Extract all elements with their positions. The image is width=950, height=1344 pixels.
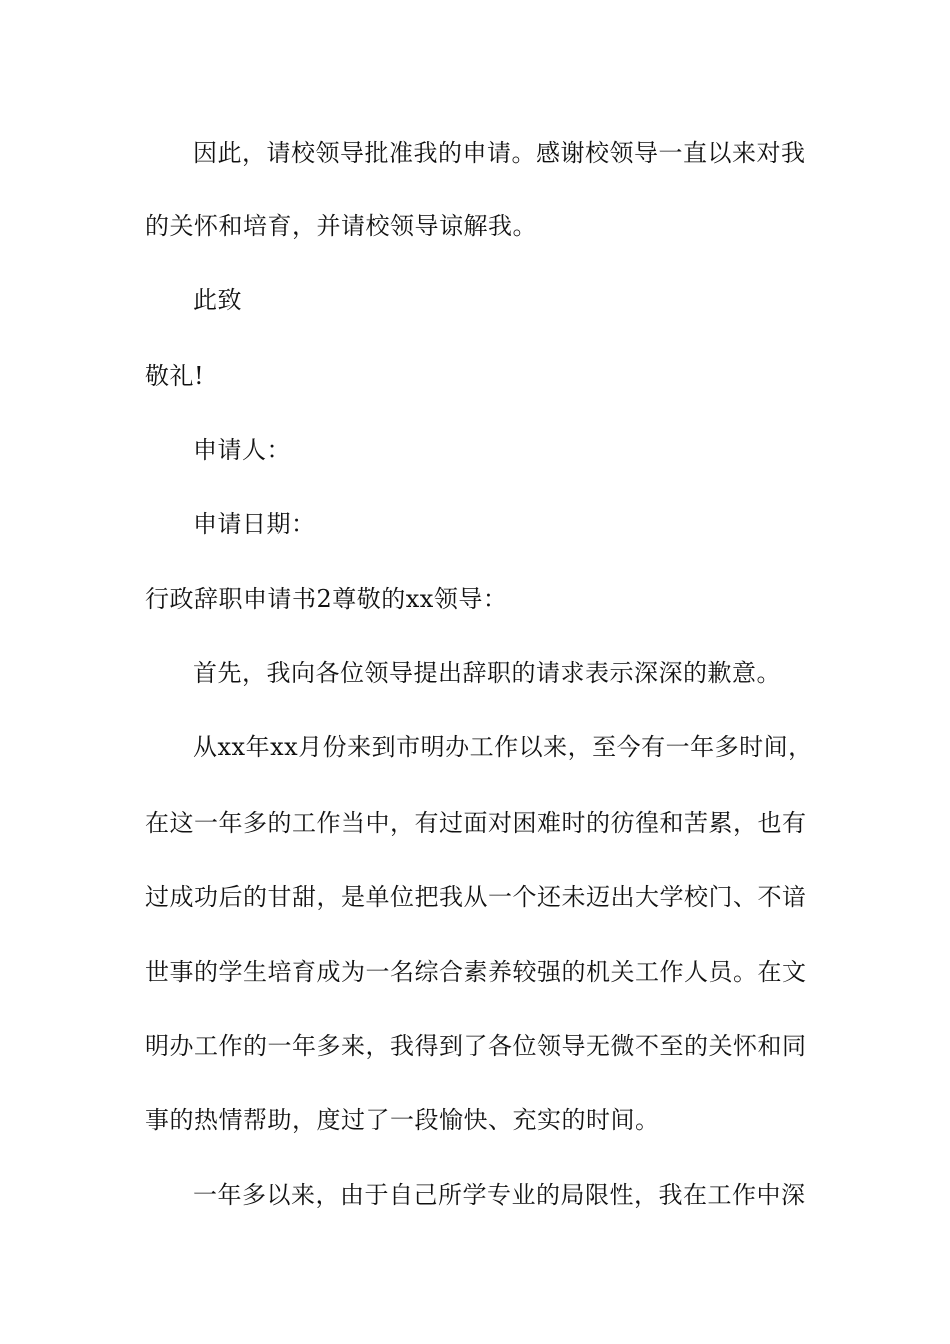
applicant-label: 申请人： — [193, 436, 291, 464]
section-heading: 行政辞职申请书2尊敬的xx领导： — [145, 585, 508, 613]
paragraph-line: 世事的学生培育成为一名综合素养较强的机关工作人员。在文 — [145, 958, 807, 986]
application-date-label: 申请日期： — [193, 510, 316, 538]
paragraph-line: 事的热情帮助，度过了一段愉快、充实的时间。 — [145, 1106, 660, 1134]
paragraph-line: 从xx年xx月份来到市明办工作以来，至今有一年多时间， — [193, 733, 813, 761]
paragraph-line: 因此，请校领导批准我的申请。感谢校领导一直以来对我 — [193, 139, 806, 167]
closing-regards: 敬礼! — [145, 362, 205, 390]
paragraph-line: 一年多以来，由于自己所学专业的局限性，我在工作中深 — [193, 1181, 806, 1209]
paragraph-line: 的关怀和培育，并请校领导谅解我。 — [145, 212, 537, 240]
paragraph-line: 在这一年多的工作当中，有过面对困难时的彷徨和苦累，也有 — [145, 809, 807, 837]
paragraph-line: 过成功后的甘甜，是单位把我从一个还未迈出大学校门、不谙 — [145, 883, 807, 911]
closing-salutation: 此致 — [193, 286, 242, 314]
paragraph-line: 首先，我向各位领导提出辞职的请求表示深深的歉意。 — [193, 659, 781, 687]
paragraph-line: 明办工作的一年多来，我得到了各位领导无微不至的关怀和同 — [145, 1032, 807, 1060]
